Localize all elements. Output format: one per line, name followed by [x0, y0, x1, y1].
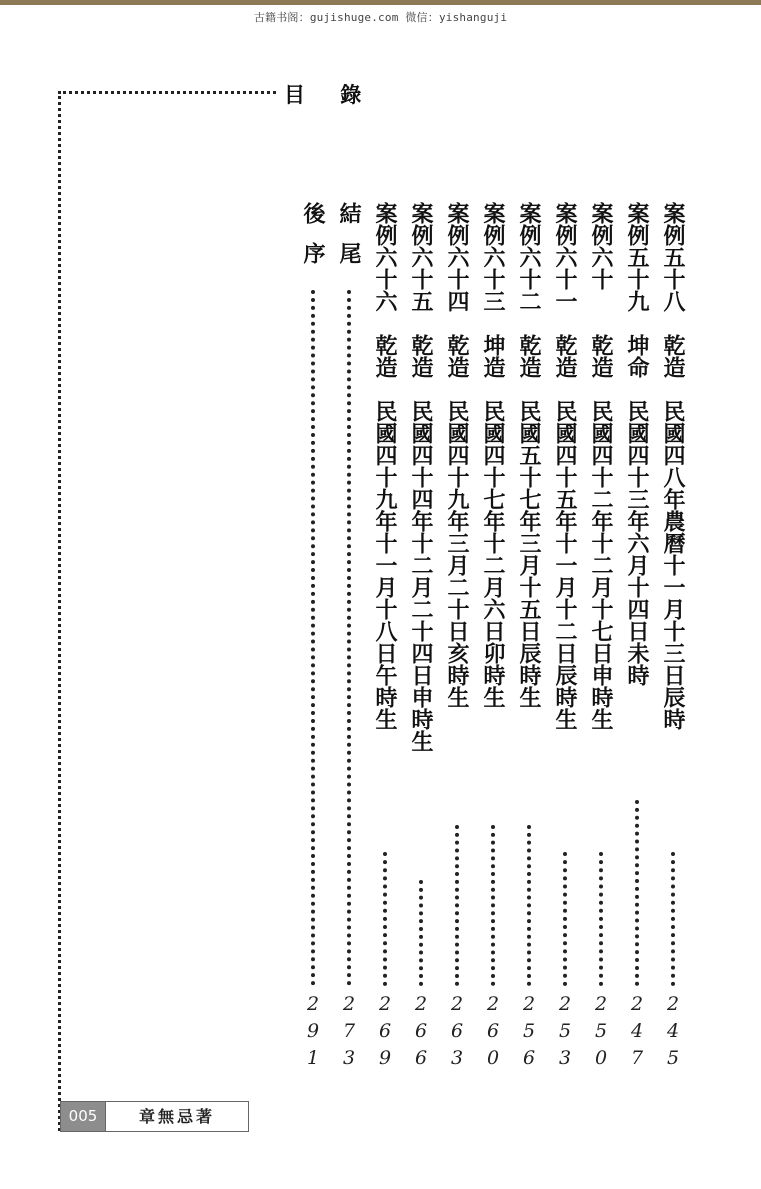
toc-entry-page: 269 — [374, 993, 396, 1074]
toc-entry-page: 247 — [626, 993, 648, 1074]
watermark-text: 古籍书阁：gujishuge.com 微信：yishanguji — [253, 11, 508, 24]
frame-top-dotted-line — [58, 91, 276, 94]
toc-entry-text: 案例六十四 乾造 民國四十九年三月二十日亥時生 — [444, 202, 470, 708]
leader-dots — [563, 852, 567, 986]
toc-entry-text: 後序 — [300, 202, 326, 282]
page-number: 005 — [61, 1102, 105, 1131]
toc-entry-page: 266 — [410, 993, 432, 1074]
page-title: 目 錄 — [284, 83, 376, 107]
toc-entry-text: 案例六十五 乾造 民國四十四年十二月二十四日申時生 — [408, 202, 434, 752]
toc-entry-text: 案例六十 乾造 民國四十二年十二月十七日申時生 — [588, 202, 614, 730]
leader-dots — [347, 290, 351, 986]
leader-dots — [419, 880, 423, 986]
toc-entry-text: 結尾 — [336, 202, 362, 282]
toc-entry-text: 案例六十三 坤造 民國四十七年十二月六日卯時生 — [480, 202, 506, 708]
toc-entry-text: 案例六十一 乾造 民國四十五年十一月十二日辰時生 — [552, 202, 578, 730]
toc-entry-text: 案例六十六 乾造 民國四十九年十一月十八日午時生 — [372, 202, 398, 730]
toc-entry-text: 案例六十二 乾造 民國五十七年三月十五日辰時生 — [516, 202, 542, 708]
toc-entry-page: 263 — [446, 993, 468, 1074]
leader-dots — [635, 800, 639, 986]
leader-dots — [455, 825, 459, 986]
top-border-bar — [0, 0, 761, 5]
leader-dots — [527, 825, 531, 986]
leader-dots — [491, 825, 495, 986]
toc-entry-text: 案例五十八 乾造 民國四八年農曆十一月十三日辰時 — [660, 202, 686, 730]
leader-dots — [671, 852, 675, 986]
toc-entry-page: 253 — [554, 993, 576, 1074]
leader-dots — [599, 852, 603, 986]
toc-entry-page: 245 — [662, 993, 684, 1074]
frame-left-dotted-line — [58, 91, 61, 1131]
author-label: 章無忌著 — [105, 1102, 248, 1131]
toc-entry-page: 256 — [518, 993, 540, 1074]
toc-entry-page: 260 — [482, 993, 504, 1074]
toc-entry-page: 250 — [590, 993, 612, 1074]
toc-entry-text: 案例五十九 坤命 民國四十三年六月十四日未時 — [624, 202, 650, 686]
leader-dots — [311, 290, 315, 986]
leader-dots — [383, 852, 387, 986]
toc-entry-page: 273 — [338, 993, 360, 1074]
page-footer — [60, 1101, 249, 1132]
toc-entry-page: 291 — [302, 993, 324, 1074]
